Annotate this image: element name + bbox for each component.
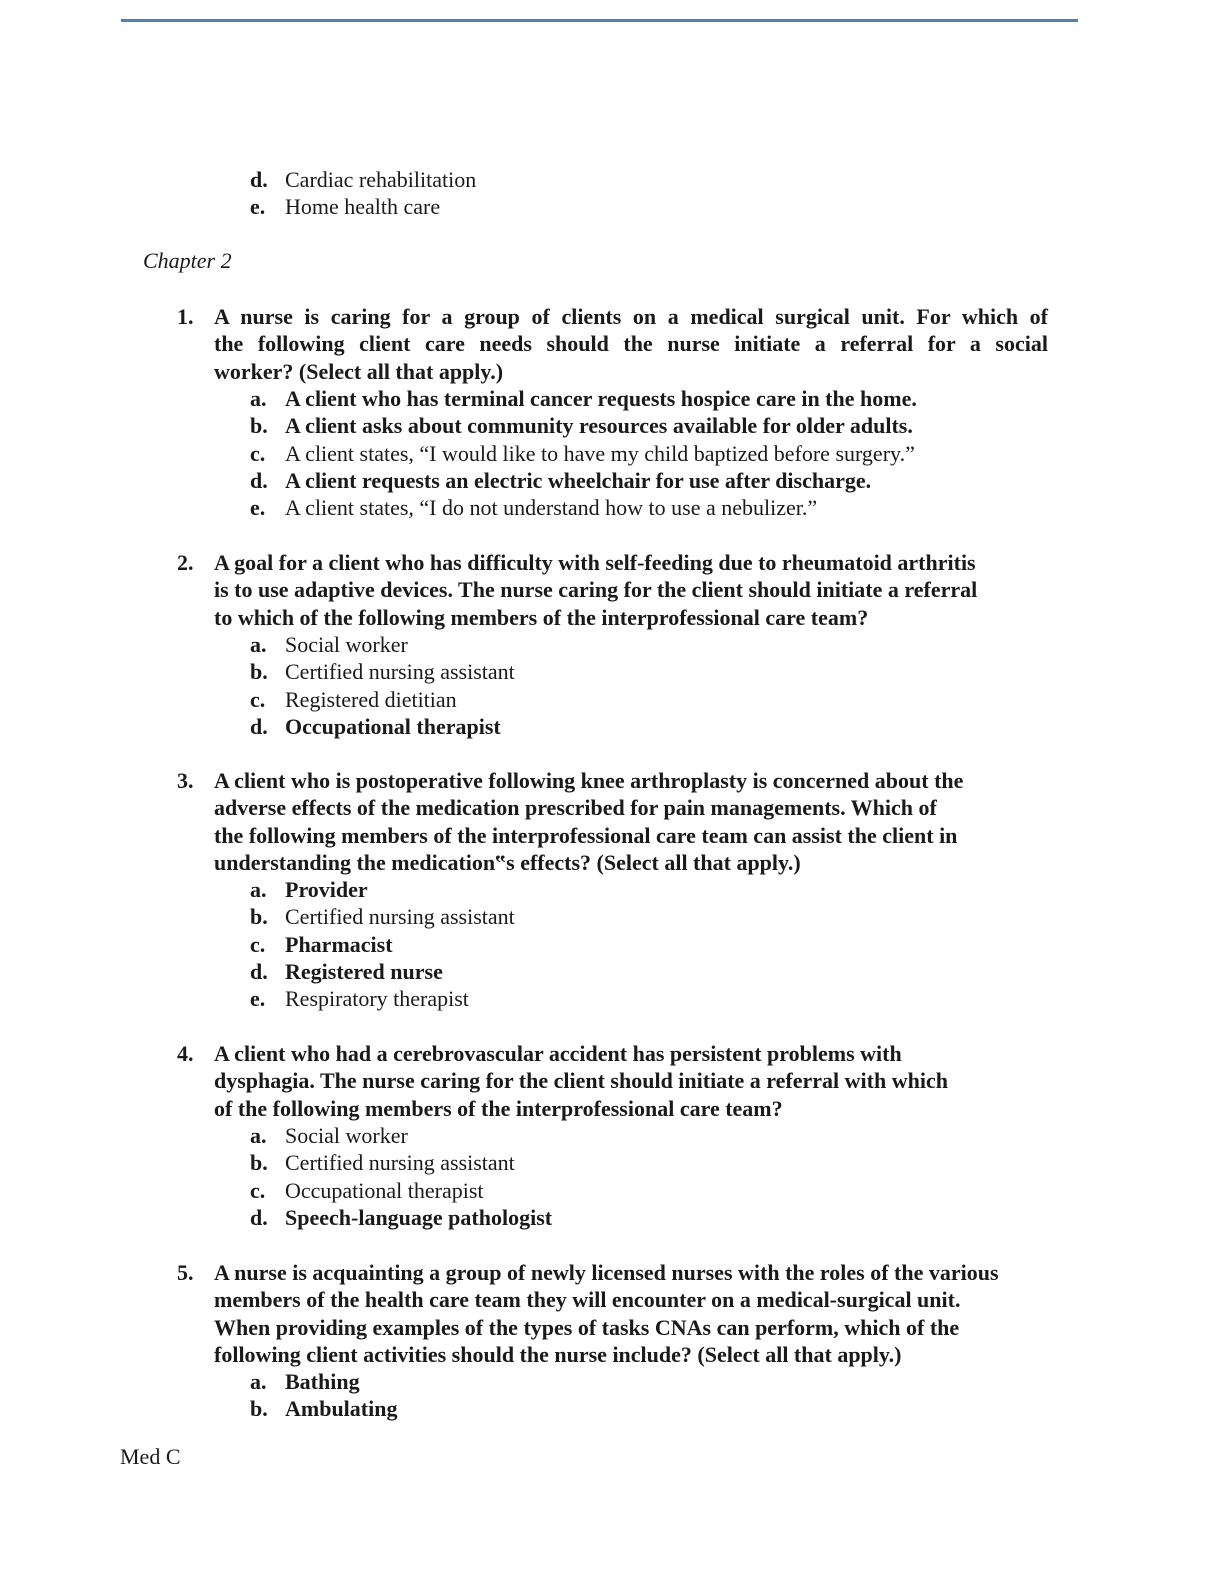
stem-line: understanding the medication‟s effects? (Select all that apply.) — [214, 849, 801, 875]
question-number: 2. — [177, 550, 194, 575]
stem-line: the following client care needs should the nurse initiate a referral for a social — [214, 331, 1048, 357]
stem-line: A goal for a client who has difficulty with self-feeding due to rheumatoid arthritis — [214, 550, 976, 575]
stem-line: A client who is postoperative following knee arthroplasty is concerned about the — [214, 768, 964, 793]
option-label: d. — [250, 167, 268, 192]
answer-options — [0, 876, 1224, 1012]
stem-line: worker? (Select all that apply.) — [214, 358, 504, 384]
option-b: b. Certified nursing assistant — [250, 659, 515, 685]
stem-line: the following members of the interprofessional care team can assist the client in — [214, 822, 958, 848]
option-b: b. Ambulating — [250, 1396, 398, 1422]
list-item — [0, 193, 1224, 220]
option-a: a. A client who has terminal cancer requests hospice care in the home. — [250, 386, 917, 411]
stem-line: dysphagia. The nurse caring for the client should initiate a referral with which — [214, 1068, 948, 1094]
option-e: e. Respiratory therapist — [250, 986, 469, 1012]
option-b: b. Certified nursing assistant — [250, 904, 515, 930]
option-a: a. Social worker — [250, 1123, 408, 1148]
option-a: a. Bathing — [250, 1369, 360, 1394]
stem-line: to which of the following members of the interprofessional care team? — [214, 604, 869, 630]
option-text: Cardiac rehabilitation — [285, 167, 477, 192]
stem-line: of the following members of the interprofessional care team? — [214, 1095, 783, 1121]
option-e: e. A client states, “I do not understand how to use a nebulizer.” — [250, 495, 818, 521]
stem-line: A nurse is caring for a group of clients on a medical surgical unit. For which of — [214, 304, 1048, 329]
option-text: Home health care — [285, 194, 441, 220]
option-c: c. A client states, “I would like to have my child baptized before surgery.” — [250, 440, 915, 466]
chapter-heading: Chapter 2 — [143, 248, 232, 273]
option-a: a. Provider — [250, 877, 368, 902]
question-stem — [214, 1040, 1048, 1122]
question-number: 3. — [177, 768, 194, 793]
stem-line: A client who had a cerebrovascular accident has persistent problems with — [214, 1041, 902, 1066]
stem-line: members of the health care team they will encounter on a medical-surgical unit. — [214, 1287, 961, 1313]
question-stem — [214, 1259, 1074, 1368]
option-b: b. Certified nursing assistant — [250, 1150, 515, 1176]
continued-options — [0, 166, 1224, 221]
option-d: d. Registered nurse — [250, 958, 443, 984]
option-d: d. A client requests an electric wheelchair for use after discharge. — [250, 467, 872, 493]
stem-line: When providing examples of the types of tasks CNAs can perform, which of the — [214, 1314, 960, 1340]
question-stem — [214, 549, 1048, 631]
option-a: a. Social worker — [250, 632, 408, 657]
question-number: 1. — [177, 304, 194, 329]
answer-options — [0, 1122, 1224, 1231]
option-c: c. Occupational therapist — [250, 1177, 484, 1203]
answer-options — [0, 385, 1224, 521]
option-d: d. Occupational therapist — [250, 713, 501, 739]
answer-options — [0, 1368, 1224, 1423]
question-stem — [214, 767, 1048, 876]
stem-line: A nurse is acquainting a group of newly licensed nurses with the roles of the various — [214, 1260, 999, 1285]
stem-line: is to use adaptive devices. The nurse caring for the client should initiate a referral — [214, 577, 978, 603]
stem-line: adverse effects of the medication prescribed for pain managements. Which of — [214, 795, 937, 821]
page-footer: Med C — [120, 1444, 181, 1469]
option-b: b. A client asks about community resources available for older adults. — [250, 413, 913, 439]
stem-line: following client activities should the nurse include? (Select all that apply.) — [214, 1341, 902, 1367]
question-number: 4. — [177, 1041, 194, 1066]
option-c: c. Registered dietitian — [250, 686, 457, 712]
list-item — [0, 166, 1224, 193]
option-c: c. Pharmacist — [250, 931, 393, 957]
question-stem — [214, 303, 1048, 385]
question-number: 5. — [177, 1260, 194, 1285]
header-rule — [121, 19, 1078, 22]
answer-options — [0, 631, 1224, 740]
option-label: e. — [250, 194, 266, 220]
option-d: d. Speech-language pathologist — [250, 1204, 553, 1230]
